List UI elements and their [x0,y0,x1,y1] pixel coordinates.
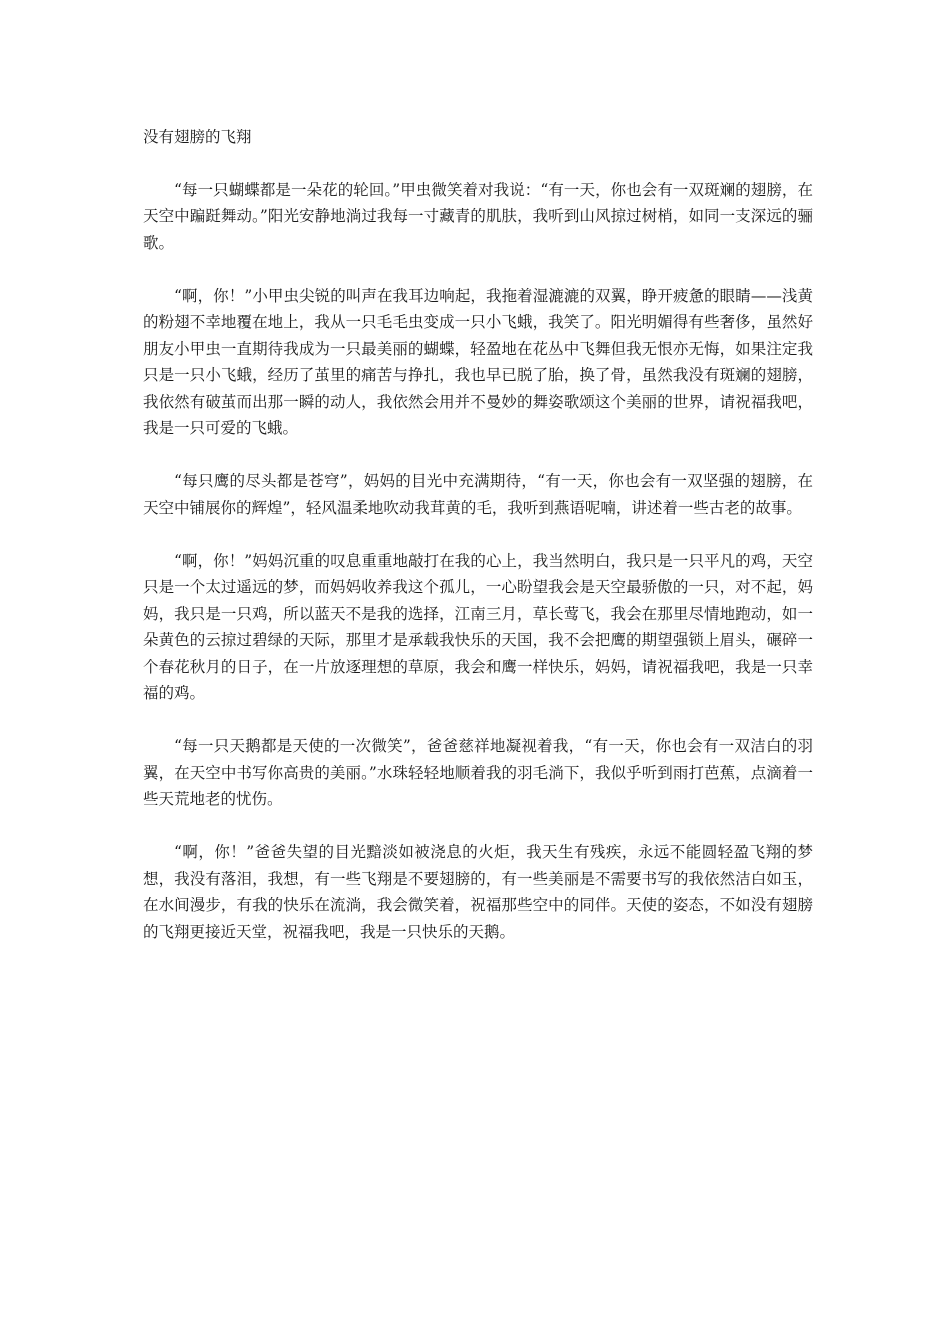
paragraph-2: “啊，你！”小甲虫尖锐的叫声在我耳边响起，我拖着湿漉漉的双翼，睁开疲惫的眼睛——浅黄的粉翅不幸地覆在地上，我从一只毛毛虫变成一只小飞蛾，我笑了。阳光明媚得有些奢侈，虽然好朋友小甲虫一直期待我成为一只最美丽的蝴蝶，轻盈地在花丛中飞舞但我无恨亦无悔，如果注定我只是一只小飞蛾，经历了茧里的痛苦与挣扎，我也早已脱了胎，换了骨，虽然我没有斑斓的翅膀，我依然有破茧而出那一瞬的动人，我依然会用并不曼妙的舞姿歌颂这个美丽的世界，请祝福我吧，我是一只可爱的飞蛾。 [143,286,813,437]
paragraph-5: “每一只天鹅都是天使的一次微笑”，爸爸慈祥地凝视着我，“有一天，你也会有一双洁白的羽翼，在天空中书写你高贵的美丽。”水珠轻轻地顺着我的羽毛淌下，我似乎听到雨打芭蕉，点滴着一些天荒地老的忧伤。 [143,737,813,808]
document-body [143,124,813,972]
paragraph-6: “啊，你！”爸爸失望的目光黯淡如被浇息的火炬，我天生有残疾，永远不能圆轻盈飞翔的梦想，我没有落泪，我想，有一些飞翔是不要翅膀的，有一些美丽是不需要书写的我依然洁白如玉，在水间漫步，有我的快乐在流淌，我会微笑着，祝福那些空中的同伴。天使的姿态，不如没有翅膀的飞翔更接近天堂，祝福我吧，我是一只快乐的天鹅。 [143,843,813,941]
paragraph-4: “啊，你！”妈妈沉重的叹息重重地敲打在我的心上，我当然明白，我只是一只平凡的鸡，天空只是一个太过遥远的梦，而妈妈收养我这个孤儿，一心盼望我会是天空最骄傲的一只，对不起，妈妈，我只是一只鸡，所以蓝天不是我的选择，江南三月，草长莺飞，我会在那里尽情地跑动，如一朵黄色的云掠过碧绿的天际，那里才是承载我快乐的天国，我不会把鹰的期望强锁上眉头，碾碎一个春花秋月的日子，在一片放逐理想的草原，我会和鹰一样快乐，妈妈，请祝福我吧，我是一只幸福的鸡。 [143,551,813,702]
paragraph-1: “每一只蝴蝶都是一朵花的轮回。”甲虫微笑着对我说：“有一天，你也会有一双斑斓的翅膀，在天空中蹁跹舞动。”阳光安静地淌过我每一寸藏青的肌肤，我听到山风掠过树梢，如同一支深远的骊歌。 [143,180,813,252]
paragraph-3: “每只鹰的尽头都是苍穹”，妈妈的目光中充满期待，“有一天，你也会有一双坚强的翅膀，在天空中铺展你的辉煌”，轻风温柔地吹动我茸黄的毛，我听到燕语呢喃，讲述着一些古老的故事。 [143,472,813,517]
document-title: 没有翅膀的飞翔 [143,128,252,146]
